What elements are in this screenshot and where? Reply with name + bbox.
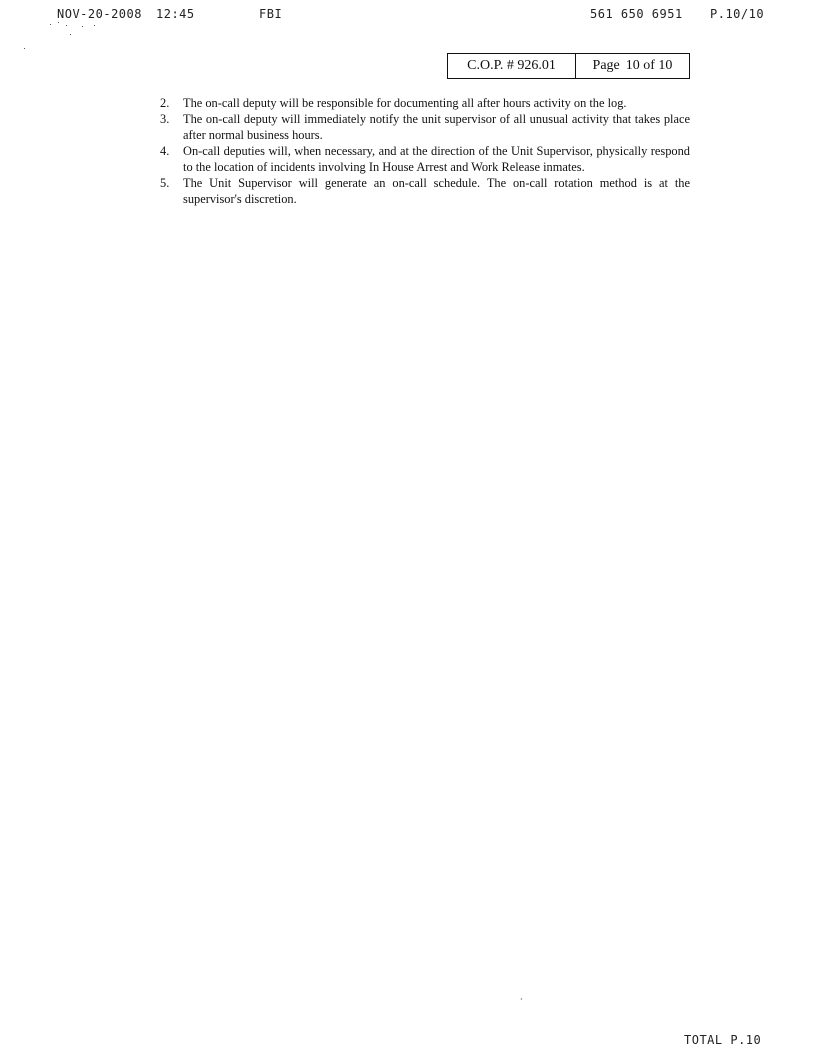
procedure-number: 4. (160, 144, 170, 158)
procedure-text: The on-call deputy will be responsible for documenting all after hours activity on the log. (183, 96, 627, 110)
fax-time: 12:45 (156, 7, 195, 21)
procedure-number: 2. (160, 96, 170, 110)
procedure-item (160, 95, 690, 111)
procedure-item (160, 111, 690, 143)
fax-total-pages: TOTAL P.10 (684, 1033, 762, 1047)
page-indicator (576, 54, 689, 78)
cop-number: C.O.P. # 926.01 (448, 54, 576, 78)
procedure-item (160, 143, 690, 175)
scan-specks (46, 22, 106, 42)
fax-transmission-header (0, 7, 815, 23)
fax-date: NOV-20-2008 (57, 7, 142, 21)
fax-page-number: P.10/10 (710, 7, 765, 21)
procedure-list (160, 95, 690, 207)
page-label: Page (592, 58, 620, 73)
fax-phone-number: 561 650 6951 (590, 7, 683, 21)
page-value: 10 of 10 (625, 58, 673, 73)
procedure-number: 3. (160, 112, 170, 126)
procedure-text: The on-call deputy will immediately notify the unit supervisor of all unusual activity that takes place after normal business hours. (183, 112, 690, 142)
scan-dust (521, 998, 523, 1000)
procedure-text: The Unit Supervisor will generate an on-call schedule. The on-call rotation method is at the supervisor's discretion. (183, 176, 690, 206)
procedure-item (160, 175, 690, 207)
procedure-number: 5. (160, 176, 170, 190)
procedure-text: On-call deputies will, when necessary, and at the direction of the Unit Supervisor, physically respond to the location of incidents involving In House Arrest and Work Release inmates. (183, 144, 690, 174)
document-reference-box (447, 53, 690, 79)
fax-sender: FBI (259, 7, 283, 21)
